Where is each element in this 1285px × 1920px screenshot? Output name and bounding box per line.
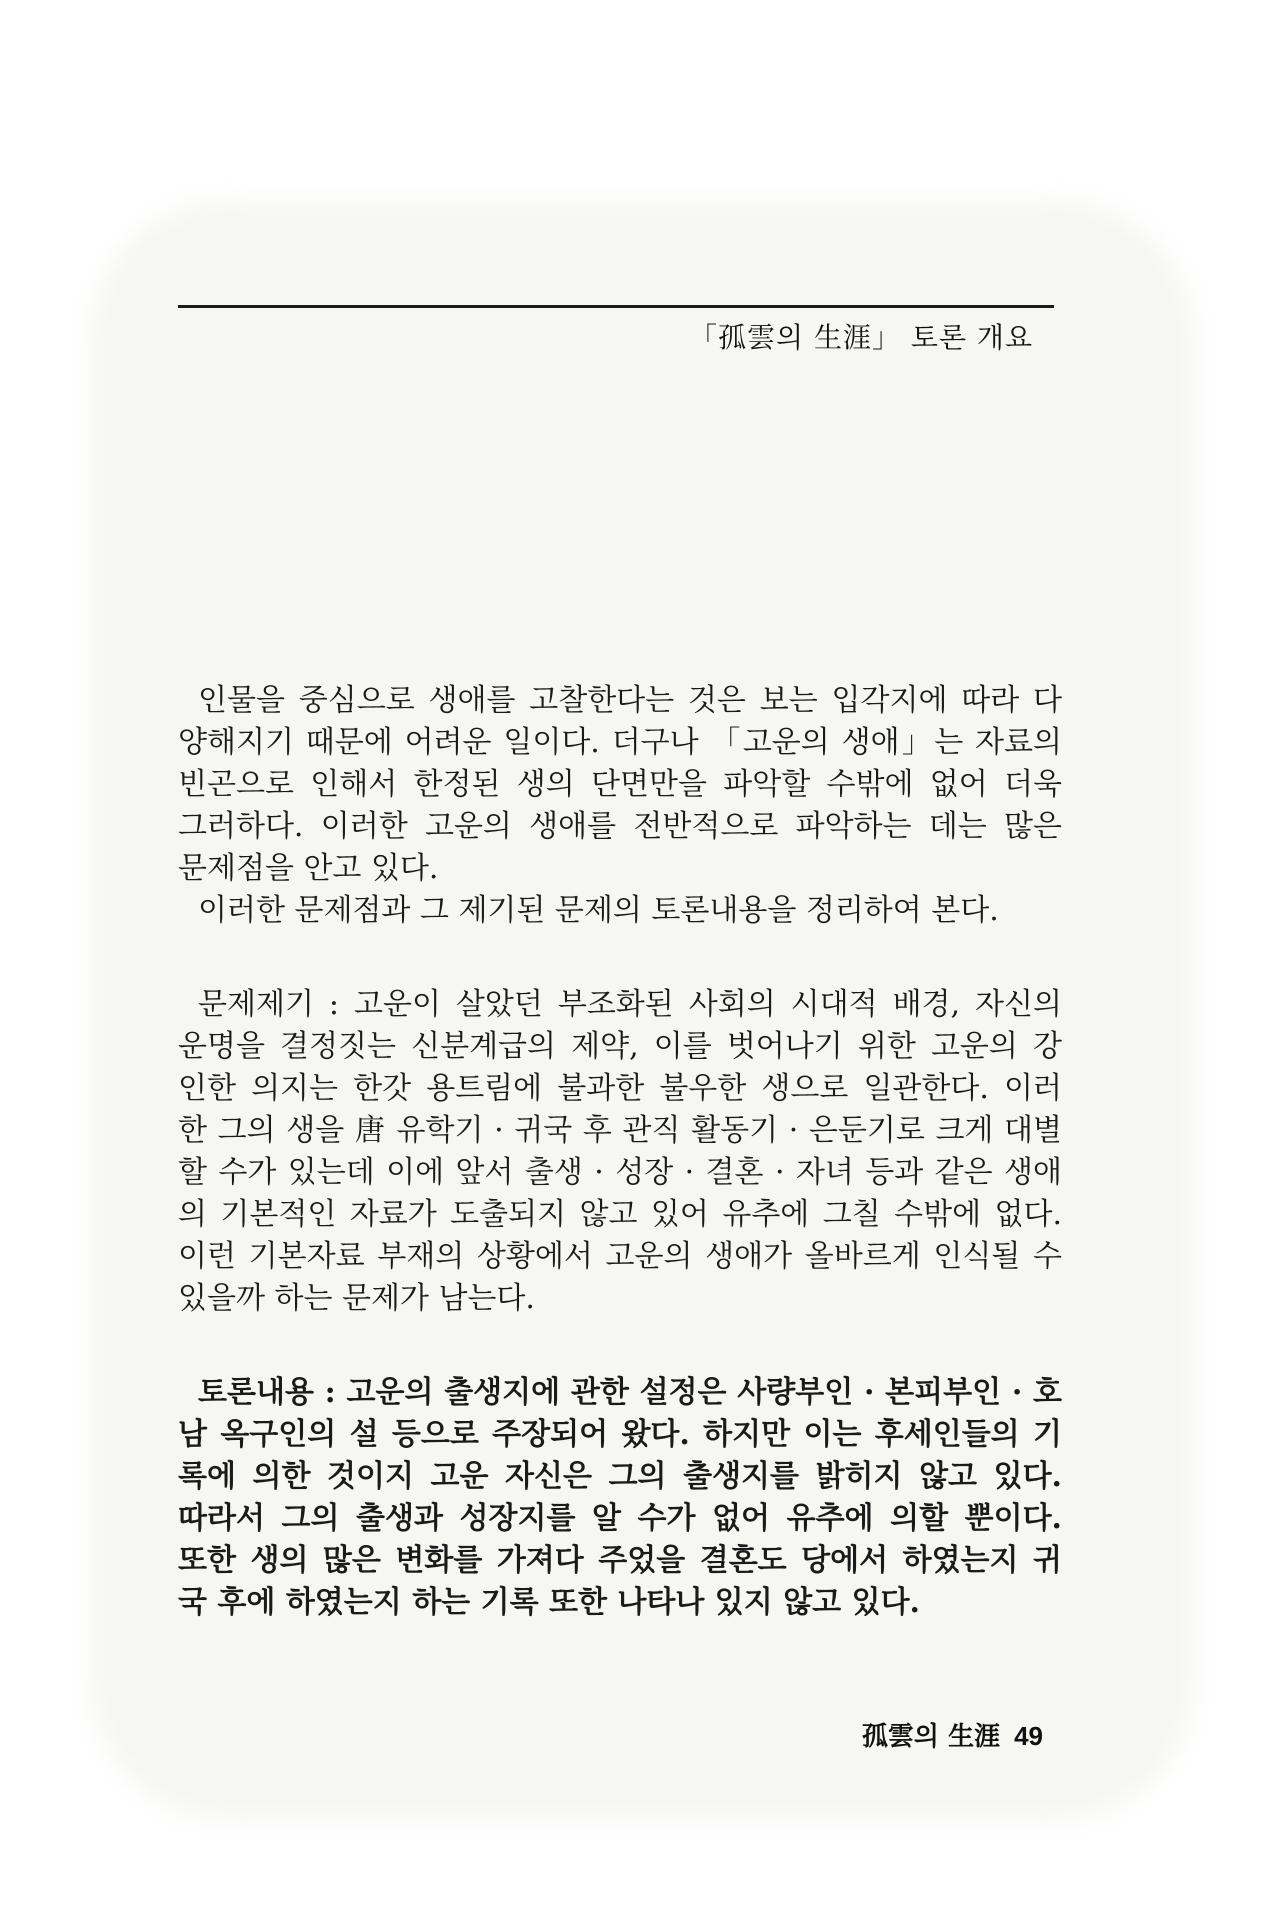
paragraph-gap [178,1320,1062,1372]
header-rule [178,305,1054,308]
body-text [178,680,1062,1624]
paragraph-discussion [178,1372,1062,1624]
paragraph-intro [178,680,1062,890]
page-number: 49 [1014,1721,1043,1751]
text-line: 이러한 문제점과 그 제기된 문제의 토론내용을 정리하여 본다. [198,893,999,928]
paragraph-summary [178,890,1062,932]
running-head: 「孤雲의 生涯」 토론 개요 [689,321,1033,354]
text-line: 인한 의지는 한갓 용트림에 불과한 불우한 생으로 일관한다. 이러 [178,1071,1062,1106]
text-line: 또한 생의 많은 변화를 가져다 주었을 결혼도 당에서 하였는지 귀 [178,1543,1062,1578]
text-line: 록에 의한 것이지 고운 자신은 그의 출생지를 밝히지 않고 있다. [178,1459,1062,1494]
text-line: 빈곤으로 인해서 한정된 생의 단면만을 파악할 수밖에 없어 더욱 [178,767,1062,802]
text-line: 토론내용 : 고운의 출생지에 관한 설정은 사량부인 · 본피부인 · 호 [198,1375,1062,1410]
text-line: 그러하다. 이러한 고운의 생애를 전반적으로 파악하는 데는 많은 [178,809,1062,844]
text-line: 양해지기 때문에 어려운 일이다. 더구나 「고운의 생애」는 자료의 [178,725,1062,760]
text-line: 의 기본적인 자료가 도출되지 않고 있어 유추에 그칠 수밖에 없다. [178,1197,1062,1232]
text-line: 문제점을 안고 있다. [178,851,439,886]
text-line: 운명을 결정짓는 신분계급의 제약, 이를 벗어나기 위한 고운의 강 [178,1029,1062,1064]
text-line: 따라서 그의 출생과 성장지를 알 수가 없어 유추에 의할 뿐이다. [178,1501,1062,1536]
text-line: 할 수가 있는데 이에 앞서 출생 · 성장 · 결혼 · 자녀 등과 같은 생애 [178,1155,1062,1190]
text-line: 있을까 하는 문제가 남는다. [178,1281,535,1316]
paragraph-gap [178,932,1062,984]
text-line: 한 그의 생을 唐 유학기 · 귀국 후 관직 활동기 · 은둔기로 크게 대별 [178,1113,1062,1148]
text-line: 인물을 중심으로 생애를 고찰한다는 것은 보는 입각지에 따라 다 [198,683,1062,718]
text-line: 국 후에 하였는지 하는 기록 또한 나타나 있지 않고 있다. [178,1585,921,1620]
text-line: 문제제기 : 고운이 살았던 부조화된 사회의 시대적 배경, 자신의 [198,987,1062,1022]
paragraph-problem [178,984,1062,1320]
text-line: 이런 기본자료 부재의 상황에서 고운의 생애가 올바르게 인식될 수 [178,1239,1062,1274]
page-footer [862,1716,1043,1753]
footer-book-title: 孤雲의 生涯 [861,1722,1001,1752]
text-line: 남 옥구인의 설 등으로 주장되어 왔다. 하지만 이는 후세인들의 기 [178,1417,1062,1452]
